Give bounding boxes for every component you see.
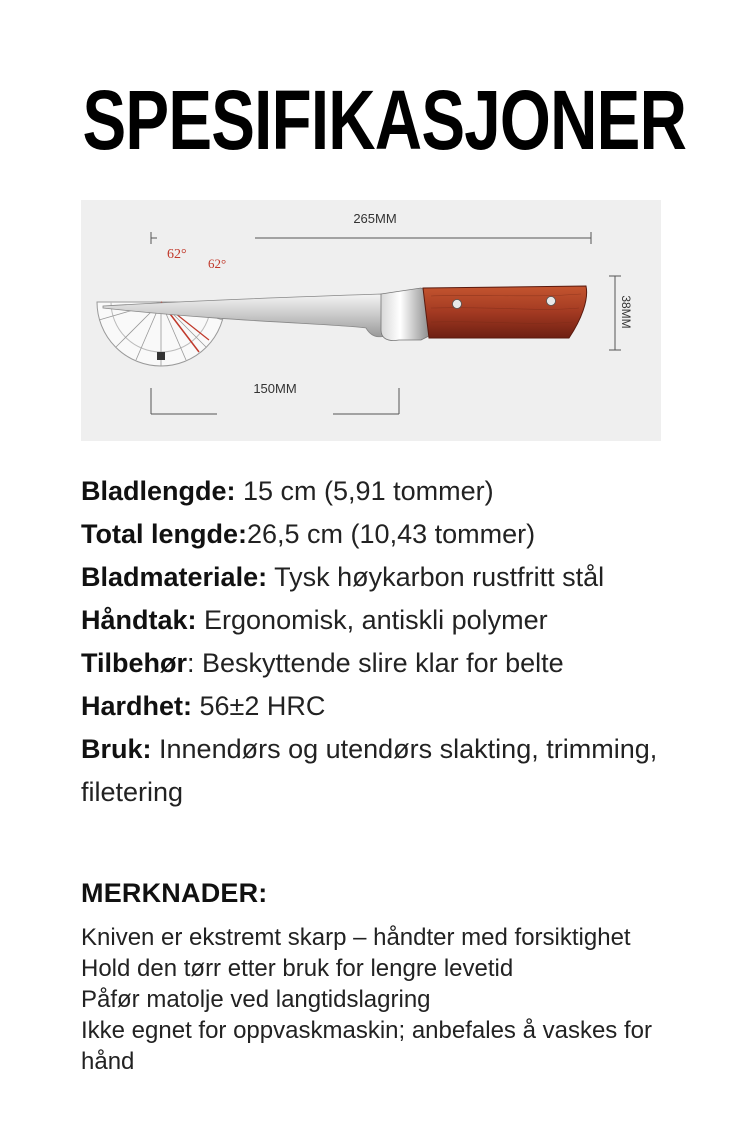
spec-label: Tilbehør	[81, 648, 188, 678]
note-item: Kniven er ekstremt skarp – håndter med forsiktighet	[81, 924, 631, 951]
notes-heading: MERKNADER:	[81, 878, 268, 908]
spec-value: Tysk høykarbon rustfritt stål	[267, 562, 605, 592]
handle-rivet-icon	[453, 300, 462, 309]
spec-accessory	[81, 642, 721, 685]
spec-blade-material	[81, 556, 721, 599]
specifications-list	[81, 470, 721, 814]
spec-value: 26,5 cm (10,43 tommer)	[247, 519, 536, 549]
spec-value: Innendørs og utendørs slakting, trimming, filetering	[81, 734, 658, 807]
spec-blade-length	[81, 470, 721, 513]
spec-total-length	[81, 513, 721, 556]
angle-label-2: 62°	[208, 256, 227, 271]
page-title: SPESIFIKASJONER	[82, 73, 687, 167]
notes-list	[81, 922, 701, 1077]
spec-label: Bladmateriale:	[81, 562, 268, 592]
spec-value: 15 cm (5,91 tommer)	[235, 476, 494, 506]
handle-rivet-icon	[547, 297, 556, 306]
spec-usage	[81, 728, 721, 814]
spec-label: Bruk:	[81, 734, 152, 764]
note-item: Påfør matolje ved langtidslagring	[81, 986, 431, 1013]
spec-label: Bladlengde:	[81, 476, 236, 506]
total-length-label: 265MM	[353, 211, 397, 226]
spec-label: Håndtak:	[81, 605, 197, 635]
knife-dimension-diagram	[81, 200, 661, 441]
spec-hardness	[81, 685, 721, 728]
knife-illustration	[81, 200, 661, 441]
spec-label: Total lengde:	[81, 519, 247, 549]
note-item: Hold den tørr etter bruk for lengre levetid	[81, 955, 514, 982]
spec-value: : Beskyttende slire klar for belte	[187, 648, 564, 678]
blade-length-label: 150MM	[253, 381, 297, 396]
spec-value: Ergonomisk, antiskli polymer	[196, 605, 548, 635]
total-length-dimension	[151, 232, 591, 244]
height-label: 38MM	[619, 295, 633, 329]
spec-label: Hardhet:	[81, 691, 193, 721]
knife-bolster	[381, 288, 429, 341]
note-item: Ikke egnet for oppvaskmaskin; anbefales å vaskes for hånd	[81, 1017, 652, 1075]
spec-handle	[81, 599, 721, 642]
angle-label-1: 62°	[167, 247, 187, 262]
spec-value: 56±2 HRC	[192, 691, 326, 721]
knife-handle	[423, 286, 587, 338]
